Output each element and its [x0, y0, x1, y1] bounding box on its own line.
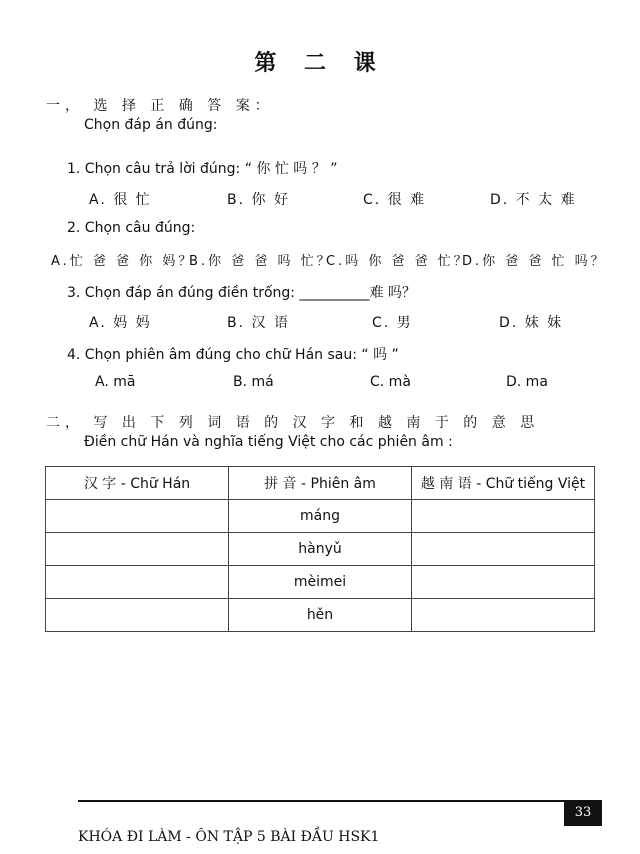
- answer-cell-vietnamese[interactable]: [412, 533, 595, 566]
- footer-divider: [78, 800, 564, 802]
- header-pinyin: 拼 音 - Phiên âm: [229, 467, 412, 500]
- table-row: [46, 533, 595, 566]
- question-3-option-c: C. 男: [372, 315, 413, 331]
- question-2-option-d: D.你 爸 爸 忙 吗？: [462, 254, 607, 269]
- question-1-option-b: B. 你 好: [227, 192, 290, 208]
- answer-cell-vietnamese[interactable]: [412, 500, 595, 533]
- section-1-subheading: Chọn đáp án đúng:: [84, 117, 218, 133]
- question-4-option-a: A. mā: [95, 374, 136, 390]
- question-2-option-a: A.忙 爸 爸 你 妈？: [51, 254, 195, 269]
- question-3-option-d: D. 妹 妹: [499, 315, 564, 331]
- pinyin-cell: mèimei: [229, 566, 412, 599]
- answer-cell-hanzi[interactable]: [46, 500, 229, 533]
- question-3-option-b: B. 汉 语: [227, 315, 290, 331]
- table-row: [46, 566, 595, 599]
- answer-cell-hanzi[interactable]: [46, 599, 229, 632]
- question-3-option-a: A. 妈 妈: [89, 315, 152, 331]
- header-chinese-characters: 汉 字 - Chữ Hán: [46, 467, 229, 500]
- question-1-prompt: 1. Chọn câu trả lời đúng: “ 你 忙 吗 ？ ”: [67, 161, 338, 177]
- answer-cell-vietnamese[interactable]: [412, 566, 595, 599]
- table-row: [46, 599, 595, 632]
- question-2-option-c: C.吗 你 爸 爸 忙？: [326, 254, 470, 269]
- page-number: 33: [564, 800, 602, 826]
- header-vietnamese: 越 南 语 - Chữ tiếng Việt: [412, 467, 595, 500]
- answer-cell-vietnamese[interactable]: [412, 599, 595, 632]
- section-1-heading: 一， 选 择 正 确 答 案：: [46, 98, 274, 114]
- answer-cell-hanzi[interactable]: [46, 566, 229, 599]
- vocabulary-table: [45, 466, 595, 632]
- pinyin-cell: hànyǔ: [229, 533, 412, 566]
- pinyin-cell: máng: [229, 500, 412, 533]
- section-2-heading: 二， 写 出 下 列 词 语 的 汉 字 和 越 南 于 的 意 思: [46, 415, 540, 431]
- question-2-option-b: B.你 爸 爸 吗 忙？: [189, 254, 333, 269]
- section-2-subheading: Điền chữ Hán và nghĩa tiếng Việt cho các phiên âm :: [84, 434, 453, 450]
- question-4-option-d: D. ma: [506, 374, 548, 390]
- question-1-option-a: A. 很 忙: [89, 192, 152, 208]
- pinyin-cell: hěn: [229, 599, 412, 632]
- question-1-option-c: C. 很 难: [363, 192, 427, 208]
- question-1-option-d: D. 不 太 难: [490, 192, 577, 208]
- table-header-row: [46, 467, 595, 500]
- footer-text: KHÓA ĐI LÀM - ÔN TẬP 5 BÀI ĐẦU HSK1: [78, 829, 380, 845]
- question-4-prompt: 4. Chọn phiên âm đúng cho chữ Hán sau: “ 吗 ”: [67, 347, 399, 363]
- answer-cell-hanzi[interactable]: [46, 533, 229, 566]
- question-4-option-b: B. má: [233, 374, 274, 390]
- question-2-prompt: 2. Chọn câu đúng:: [67, 220, 196, 236]
- page-title: 第 二 课: [254, 51, 386, 76]
- question-4-option-c: C. mà: [370, 374, 411, 390]
- question-3-prompt: 3. Chọn đáp án đúng điền trống: __________难 吗？: [67, 285, 416, 301]
- table-row: [46, 500, 595, 533]
